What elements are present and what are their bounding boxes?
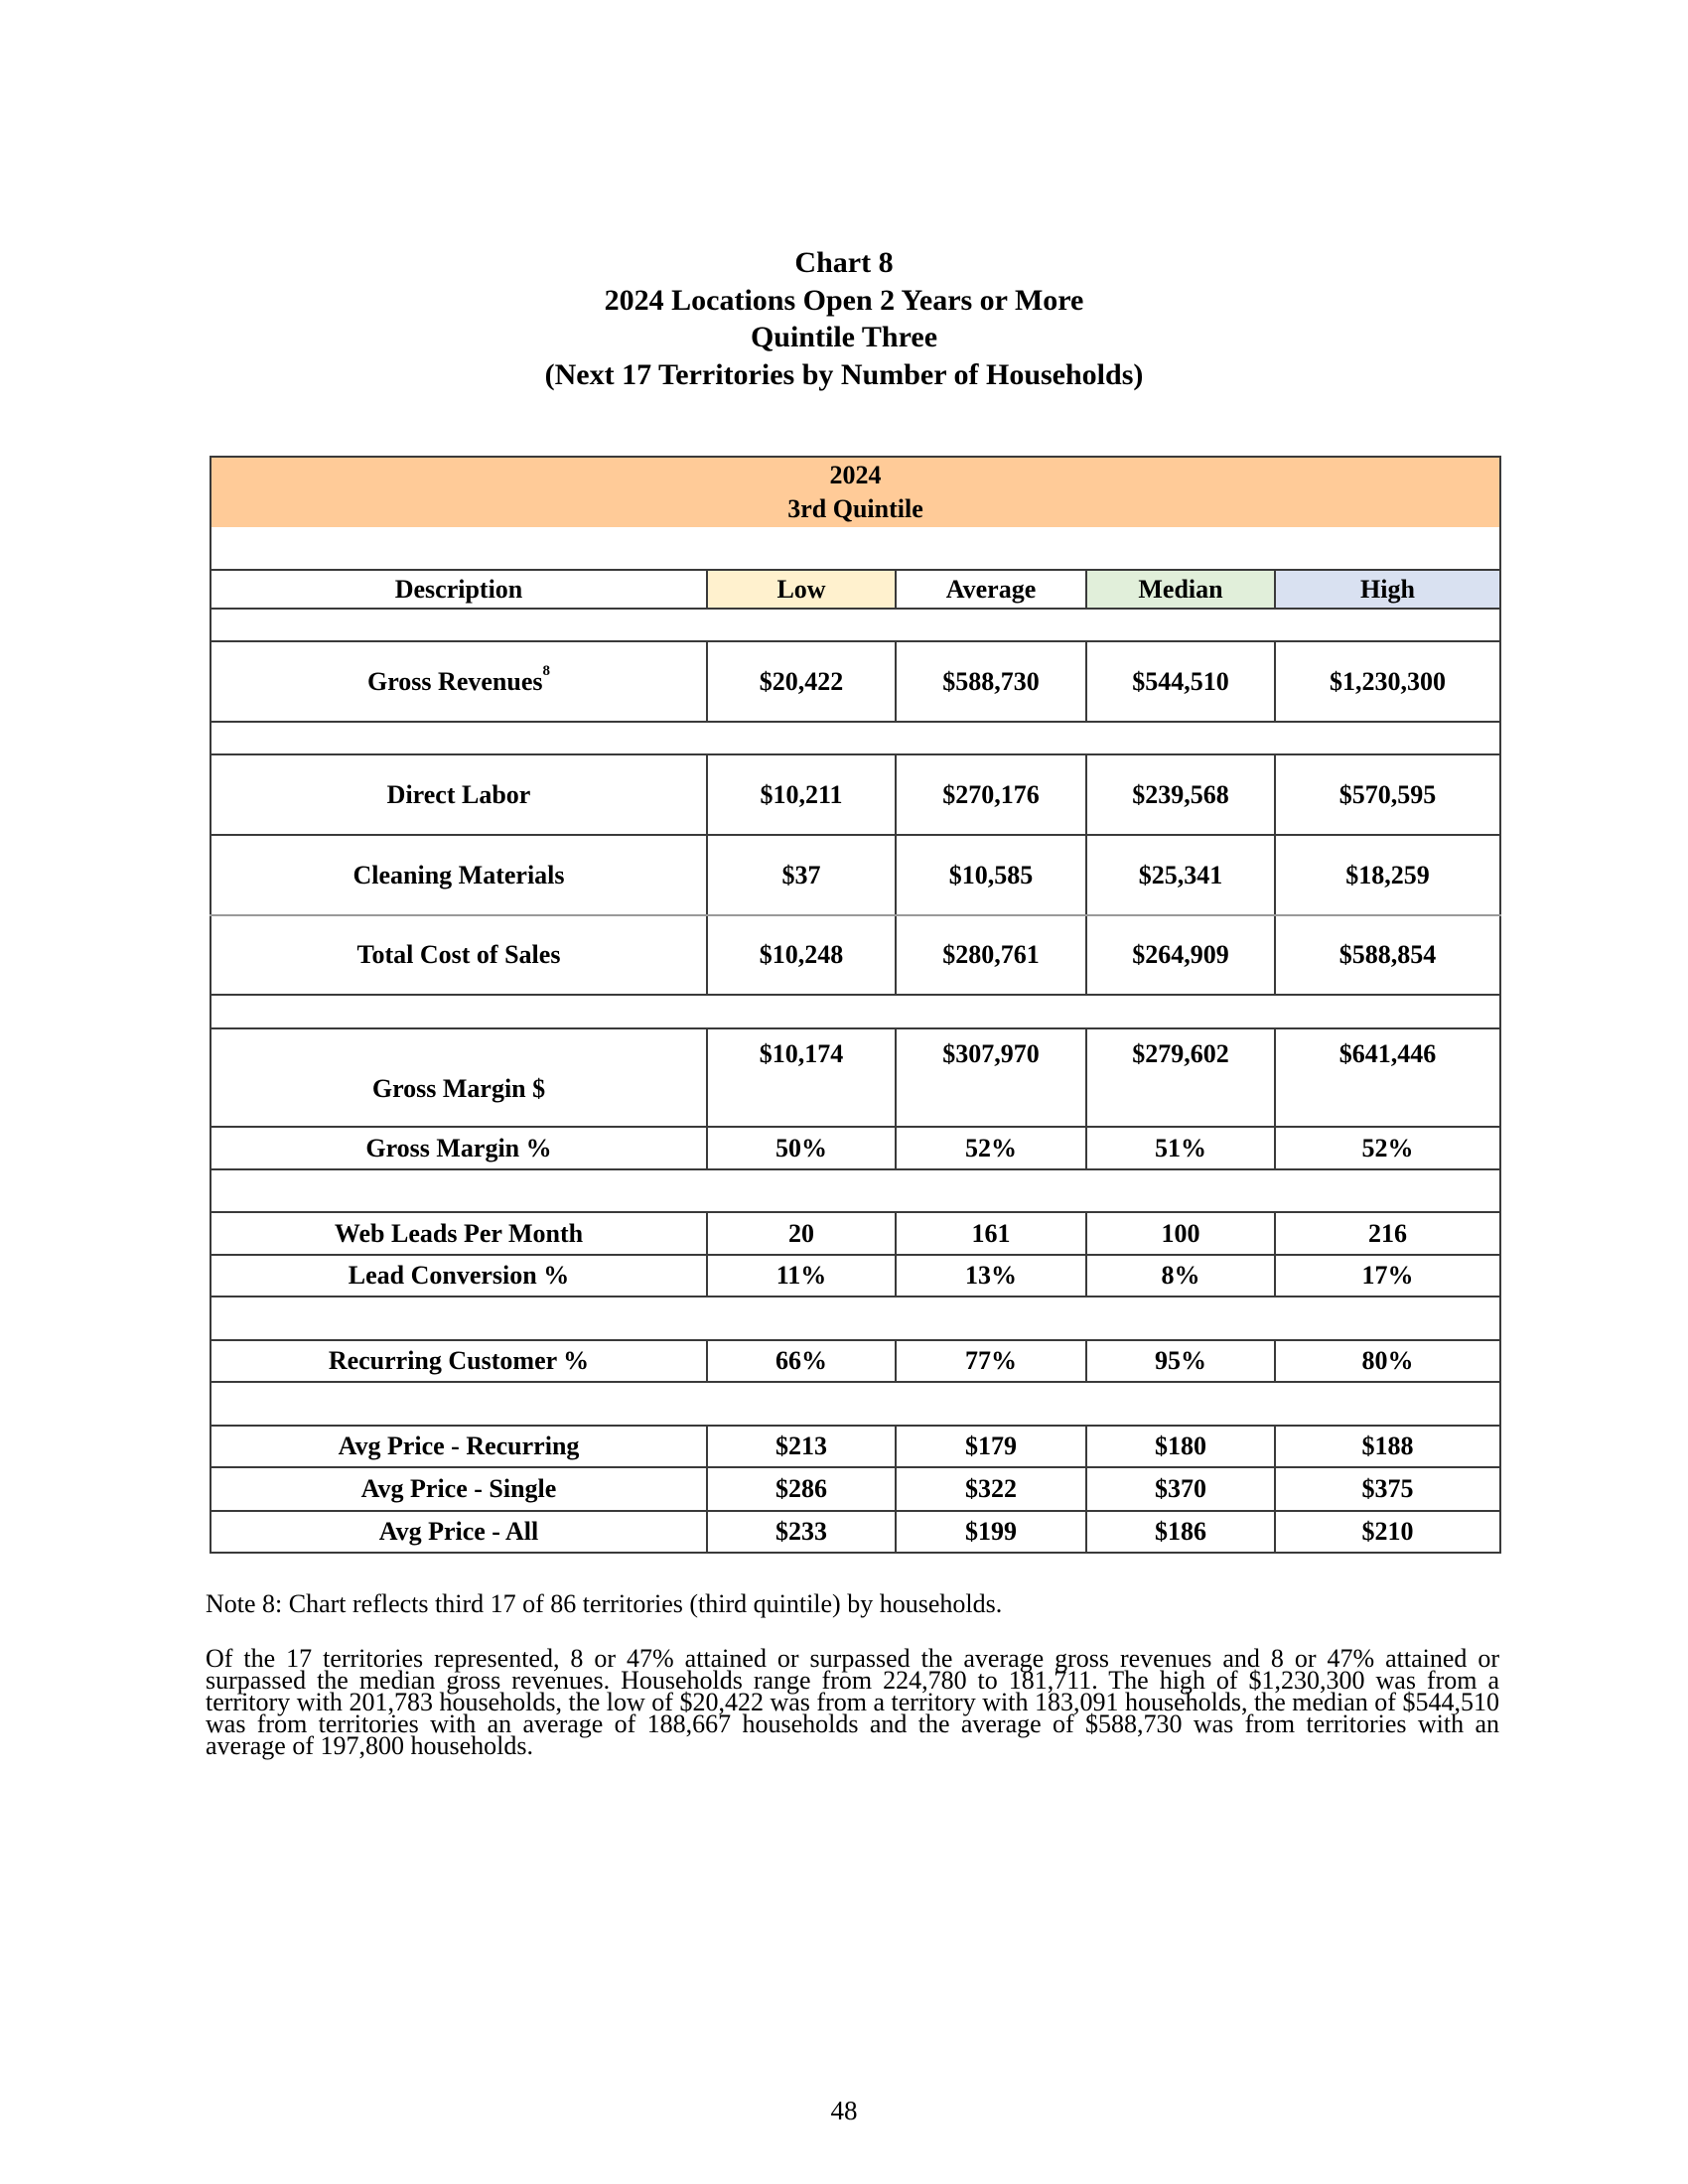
cell-high: $188 <box>1275 1426 1500 1467</box>
blank-row <box>211 1169 1500 1212</box>
cell-low: $233 <box>707 1511 896 1553</box>
cell-high: 17% <box>1275 1255 1500 1297</box>
row-label: Gross Revenues$^8$ <box>211 641 707 722</box>
cell-low: 50% <box>707 1127 896 1169</box>
row-label: Gross Margin $ <box>211 1028 707 1127</box>
row-label: Avg Price - Single <box>211 1467 707 1511</box>
table-row <box>211 1028 1500 1127</box>
cell-median: 51% <box>1086 1127 1275 1169</box>
cell-median: $279,602 <box>1086 1028 1275 1127</box>
table-row <box>211 915 1500 995</box>
chart-number: Chart 8 <box>794 246 894 279</box>
header-high: High <box>1275 570 1500 609</box>
cell-average: $588,730 <box>896 641 1086 722</box>
band-label: 3rd Quintile <box>787 494 923 523</box>
row-label: Avg Price - Recurring <box>211 1426 707 1467</box>
table-row <box>211 641 1500 722</box>
cell-high: 216 <box>1275 1212 1500 1255</box>
footnote-8: Note 8: Chart reflects third 17 of 86 territories (third quintile) by households. <box>206 1589 1003 1618</box>
row-label: Direct Labor <box>211 754 707 835</box>
cell-low: $20,422 <box>707 641 896 722</box>
notes-section <box>206 1589 1499 1761</box>
footnote-marker: 8 <box>542 662 550 679</box>
table-band-row <box>211 457 1500 527</box>
table-row <box>211 1511 1500 1553</box>
cell-low: $37 <box>707 835 896 915</box>
cell-high: 52% <box>1275 1127 1500 1169</box>
column-header-row <box>211 570 1500 609</box>
chart-subtitle: Quintile Three <box>750 321 938 353</box>
blank-row <box>211 527 1500 570</box>
chart-description: (Next 17 Territories by Number of Households) <box>544 357 1144 391</box>
cell-high: 80% <box>1275 1340 1500 1382</box>
cell-average: 77% <box>896 1340 1086 1382</box>
cell-median: $544,510 <box>1086 641 1275 722</box>
chart-title-block <box>0 244 1688 393</box>
cell-low: $10,211 <box>707 754 896 835</box>
header-average: Average <box>896 570 1086 609</box>
cell-average: $280,761 <box>896 915 1086 995</box>
row-label: Cleaning Materials <box>211 835 707 915</box>
cell-average: $179 <box>896 1426 1086 1467</box>
table-row <box>211 1426 1500 1467</box>
cell-low: 66% <box>707 1340 896 1382</box>
cell-high: $1,230,300 <box>1275 641 1500 722</box>
cell-low: $10,248 <box>707 915 896 995</box>
table-row <box>211 1212 1500 1255</box>
table-band-header <box>211 457 1500 527</box>
cell-high: $375 <box>1275 1467 1500 1511</box>
cell-high: $210 <box>1275 1511 1500 1553</box>
summary-paragraph: Of the 17 territories represented, 8 or 47% attained or surpassed the average gross revenues and 8 or 47% attained or surpassed the median gross revenues. Households range from 224,780 to 181,711. The high of $1,230,300 was from a territory with 201,783 households, the low of $20,422 was from a territory with 183,091 households, the median of $544,510 was from territories with an average of 188,667 households and the average of $588,730 was from territories with an average of 197,800 households. <box>206 1643 1499 1761</box>
table-row <box>211 1127 1500 1169</box>
blank-row <box>211 1297 1500 1340</box>
cell-high: $570,595 <box>1275 754 1500 835</box>
header-low: Low <box>707 570 896 609</box>
cell-median: $239,568 <box>1086 754 1275 835</box>
row-label: Lead Conversion % <box>211 1255 707 1297</box>
header-median: Median <box>1086 570 1275 609</box>
cell-average: $270,176 <box>896 754 1086 835</box>
table-row <box>211 835 1500 915</box>
table-row <box>211 1467 1500 1511</box>
page-number: 48 <box>830 2096 858 2125</box>
quintile-table <box>210 456 1501 1554</box>
chart-title: 2024 Locations Open 2 Years or More <box>604 283 1084 317</box>
row-label: Total Cost of Sales <box>211 915 707 995</box>
cell-average: $307,970 <box>896 1028 1086 1127</box>
cell-median: $370 <box>1086 1467 1275 1511</box>
cell-average: 13% <box>896 1255 1086 1297</box>
table-row <box>211 1340 1500 1382</box>
cell-median: $264,909 <box>1086 915 1275 995</box>
blank-row <box>211 1382 1500 1426</box>
cell-average: $199 <box>896 1511 1086 1553</box>
cell-median: $186 <box>1086 1511 1275 1553</box>
blank-row <box>211 995 1500 1028</box>
cell-high: $641,446 <box>1275 1028 1500 1127</box>
cell-high: $18,259 <box>1275 835 1500 915</box>
cell-low: $10,174 <box>707 1028 896 1127</box>
cell-high: $588,854 <box>1275 915 1500 995</box>
blank-row <box>211 609 1500 641</box>
row-label: Avg Price - All <box>211 1511 707 1553</box>
table-row <box>211 1255 1500 1297</box>
cell-average: $10,585 <box>896 835 1086 915</box>
row-label: Gross Margin % <box>211 1127 707 1169</box>
header-description: Description <box>211 570 707 609</box>
band-year: 2024 <box>829 461 882 489</box>
cell-average: $322 <box>896 1467 1086 1511</box>
cell-low: 11% <box>707 1255 896 1297</box>
cell-average: 161 <box>896 1212 1086 1255</box>
row-label: Recurring Customer % <box>211 1340 707 1382</box>
cell-low: $286 <box>707 1467 896 1511</box>
cell-median: $25,341 <box>1086 835 1275 915</box>
cell-low: 20 <box>707 1212 896 1255</box>
cell-median: 95% <box>1086 1340 1275 1382</box>
table-row <box>211 754 1500 835</box>
cell-median: $180 <box>1086 1426 1275 1467</box>
cell-average: 52% <box>896 1127 1086 1169</box>
blank-row <box>211 722 1500 754</box>
cell-low: $213 <box>707 1426 896 1467</box>
cell-median: 100 <box>1086 1212 1275 1255</box>
cell-median: 8% <box>1086 1255 1275 1297</box>
row-label: Web Leads Per Month <box>211 1212 707 1255</box>
